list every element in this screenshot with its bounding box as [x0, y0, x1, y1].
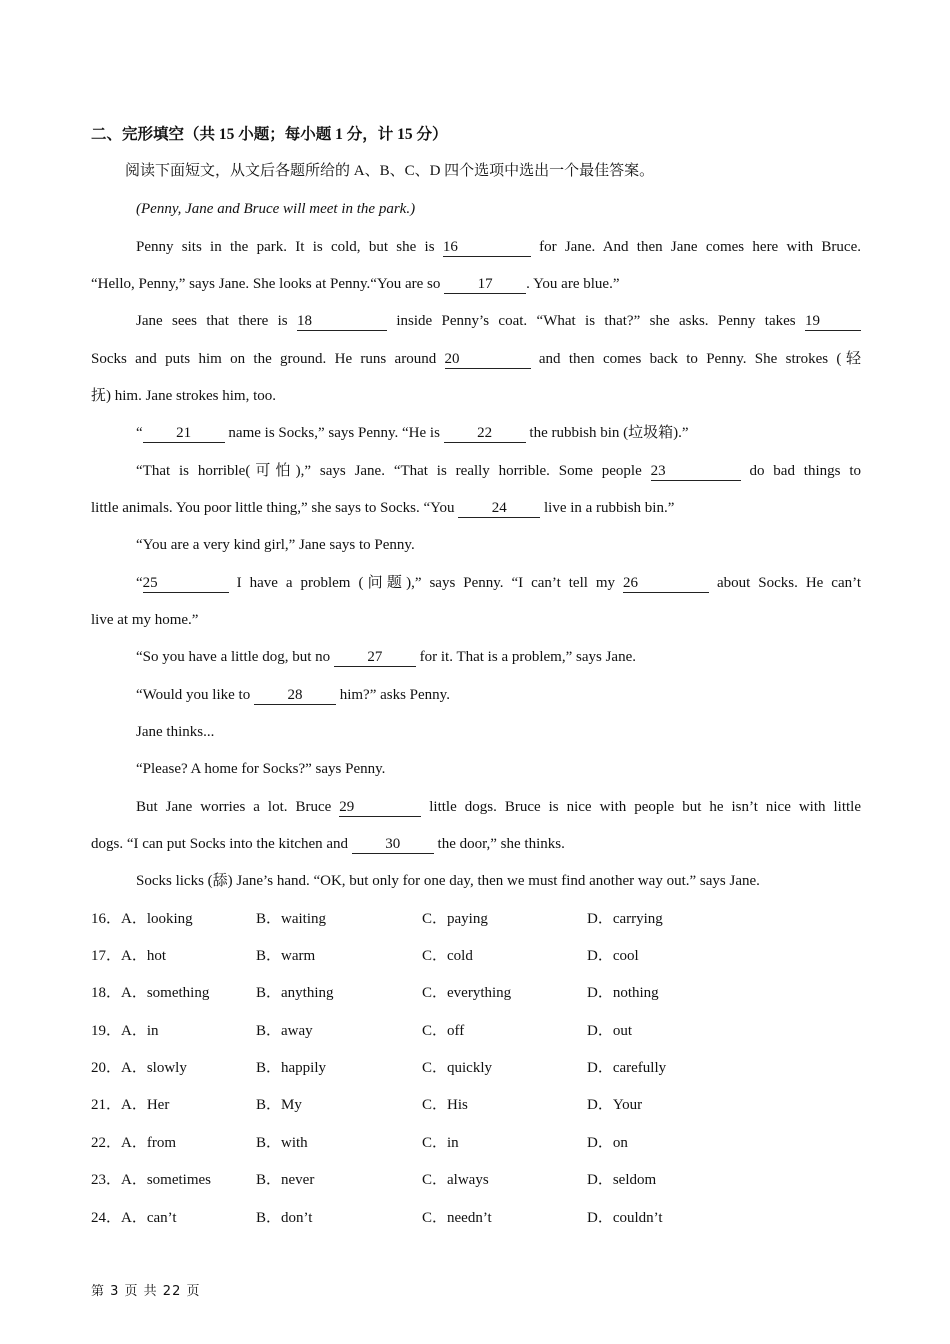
- option-b: B．never: [256, 1172, 315, 1188]
- option-c: C．paying: [422, 911, 488, 927]
- option-b: B．with: [256, 1135, 308, 1151]
- passage-line: 抚) him. Jane strokes him, too.: [91, 388, 276, 404]
- passage-line: “You are a very kind girl,” Jane says to Penny.: [136, 537, 415, 553]
- blank-19: 19: [805, 313, 861, 331]
- question-16-options: [91, 909, 861, 929]
- blank-30: 30: [352, 836, 434, 854]
- option-a: 17．A．hot: [91, 948, 167, 964]
- question-19-options: [91, 1021, 861, 1041]
- option-d: D．out: [587, 1023, 633, 1039]
- section-title: 二、完形填空（共 15 小题；每小题 1 分，计 15 分）: [91, 126, 448, 143]
- option-d: D．seldom: [587, 1172, 657, 1188]
- option-a: 22．A．from: [91, 1135, 176, 1151]
- question-17-options: [91, 946, 861, 966]
- passage-line: “So you have a little dog, but no 27 for it. That is a problem,” says Jane.: [136, 649, 636, 665]
- instruction-text: 阅读下面短文，从文后各题所给的 A、B、C、D 四个选项中选出一个最佳答案。: [125, 163, 655, 179]
- option-b: B．anything: [256, 985, 334, 1001]
- option-b: B．warm: [256, 948, 316, 964]
- blank-22: 22: [444, 425, 526, 443]
- blank-23: 23: [651, 463, 741, 481]
- blank-28: 28: [254, 687, 336, 705]
- passage-line: But Jane worries a lot. Bruce 29 little dogs. Bruce is nice with people but he isn’t nice with little: [136, 799, 861, 815]
- passage-line: little animals. You poor little thing,” she says to Socks. “You 24 live in a rubbish bin.”: [91, 500, 675, 516]
- question-21-options: [91, 1095, 861, 1115]
- page-number: 第 3 页 共 22 页: [91, 1284, 201, 1299]
- option-b: B．My: [256, 1097, 302, 1113]
- blank-27: 27: [334, 649, 416, 667]
- blank-20: 20: [445, 351, 531, 369]
- option-a: 23．A．sometimes: [91, 1172, 211, 1188]
- option-a: 20．A．slowly: [91, 1060, 187, 1076]
- question-24-options: [91, 1208, 861, 1228]
- option-c: C．quickly: [422, 1060, 492, 1076]
- option-a: 24．A．can’t: [91, 1210, 177, 1226]
- option-d: D．nothing: [587, 985, 659, 1001]
- option-a: 16．A．looking: [91, 911, 193, 927]
- passage-line: “Please? A home for Socks?” says Penny.: [136, 761, 386, 777]
- passage-line: “25 I have a problem (问题),” says Penny. “I can’t tell my 26 about Socks. He can’t: [136, 575, 861, 591]
- option-d: D．Your: [587, 1097, 643, 1113]
- passage-subtitle: (Penny, Jane and Bruce will meet in the park.): [136, 201, 416, 217]
- passage-line: Socks and puts him on the ground. He runs around 20 and then comes back to Penny. She strokes (轻: [91, 351, 861, 367]
- question-20-options: [91, 1058, 861, 1078]
- passage-line: dogs. “I can put Socks into the kitchen and 30 the door,” she thinks.: [91, 836, 565, 852]
- option-c: C．everything: [422, 985, 512, 1001]
- option-b: B．away: [256, 1023, 313, 1039]
- blank-21: 21: [143, 425, 225, 443]
- option-d: D．cool: [587, 948, 639, 964]
- option-c: C．His: [422, 1097, 468, 1113]
- option-b: B．don’t: [256, 1210, 313, 1226]
- passage-line: Jane sees that there is 18 inside Penny’s coat. “What is that?” she asks. Penny takes 19: [136, 311, 861, 331]
- question-22-options: [91, 1133, 861, 1153]
- option-d: D．on: [587, 1135, 628, 1151]
- blank-25: 25: [143, 575, 229, 593]
- question-18-options: [91, 983, 861, 1003]
- passage-line: Socks licks (舔) Jane’s hand. “OK, but only for one day, then we must find another way out.” says Jane.: [136, 873, 760, 889]
- blank-26: 26: [623, 575, 709, 593]
- passage-line: Penny sits in the park. It is cold, but she is 16 for Jane. And then Jane comes here with Bruce.: [136, 239, 861, 255]
- option-d: D．couldn’t: [587, 1210, 663, 1226]
- option-c: C．always: [422, 1172, 489, 1188]
- option-c: C．cold: [422, 948, 473, 964]
- option-d: D．carrying: [587, 911, 663, 927]
- passage-line: Jane thinks...: [136, 724, 215, 740]
- option-a: 18．A．something: [91, 985, 210, 1001]
- option-c: C．off: [422, 1023, 465, 1039]
- blank-17: 17: [444, 276, 526, 294]
- option-b: B．waiting: [256, 911, 326, 927]
- option-b: B．happily: [256, 1060, 326, 1076]
- blank-16: 16: [443, 239, 531, 257]
- blank-29: 29: [339, 799, 421, 817]
- blank-24: 24: [458, 500, 540, 518]
- question-23-options: [91, 1170, 861, 1190]
- passage-line: “That is horrible(可怕),” says Jane. “That is really horrible. Some people 23 do bad things to: [136, 463, 861, 479]
- passage-line: “ 21 name is Socks,” says Penny. “He is 22 the rubbish bin (垃圾箱).”: [136, 425, 689, 441]
- option-c: C．in: [422, 1135, 459, 1151]
- option-d: D．carefully: [587, 1060, 667, 1076]
- passage-line: “Hello, Penny,” says Jane. She looks at Penny.“You are so 17 . You are blue.”: [91, 276, 620, 292]
- passage-line: live at my home.”: [91, 612, 199, 628]
- passage-line: “Would you like to 28 him?” asks Penny.: [136, 687, 450, 703]
- blank-18: 18: [297, 313, 387, 331]
- option-c: C．needn’t: [422, 1210, 492, 1226]
- option-a: 21．A．Her: [91, 1097, 170, 1113]
- option-a: 19．A．in: [91, 1023, 159, 1039]
